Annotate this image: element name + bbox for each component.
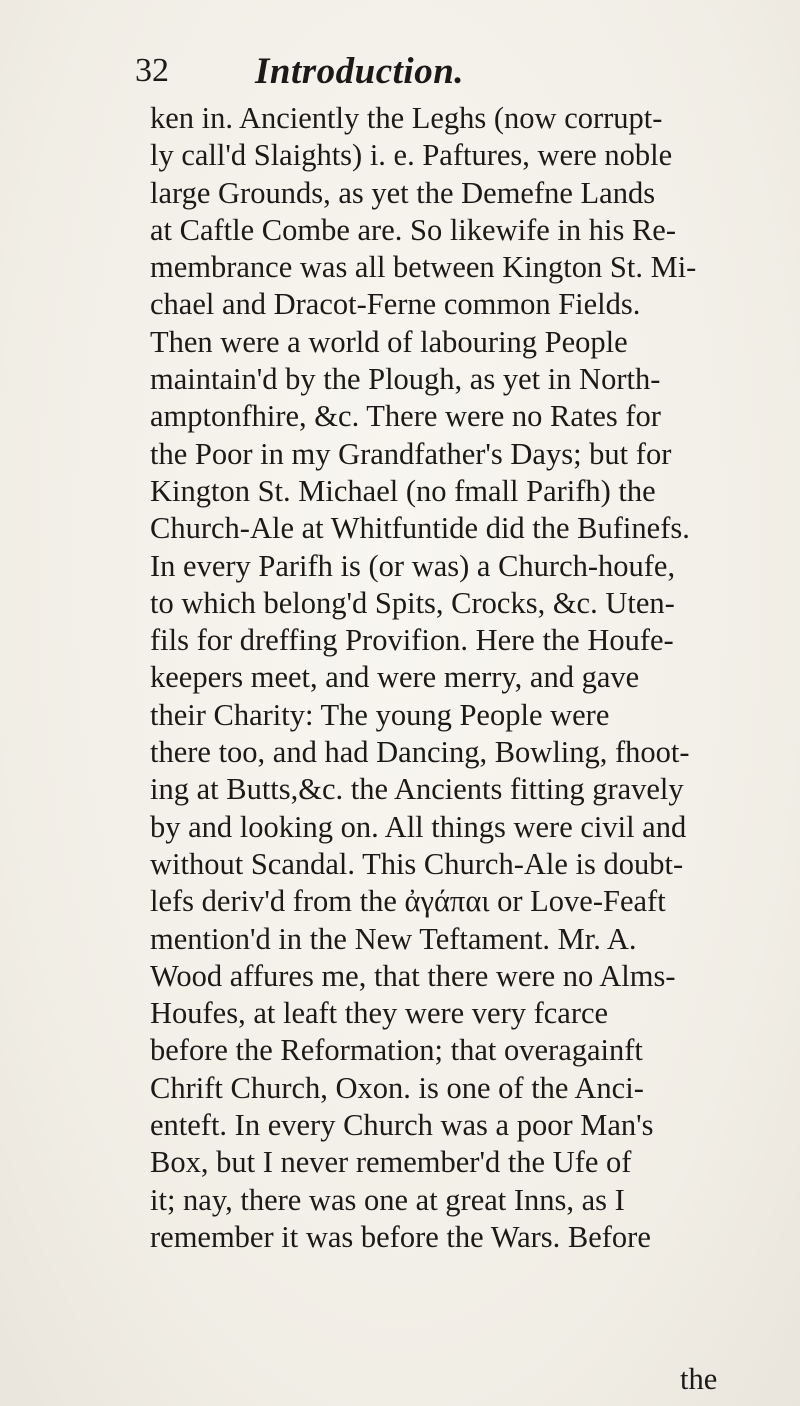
text-line: enteft. In every Church was a poor Man's (150, 1108, 654, 1143)
text-line: Then were a world of labouring People (150, 324, 628, 359)
text-line: fils for dreffing Provifion. Here the Houfe- (150, 623, 674, 658)
text-line: membrance was all between Kington St. Mi- (150, 250, 697, 285)
body-text (150, 100, 780, 1256)
text-line: it; nay, there was one at great Inns, as I (150, 1182, 625, 1217)
text-line: their Charity: The young People were (150, 697, 610, 732)
text-line: Houfes, at leaft they were very fcarce (150, 996, 609, 1031)
text-line: remember it was before the Wars. Before (150, 1219, 651, 1254)
text-line: In every Parifh is (or was) a Church-houfe, (150, 548, 676, 583)
text-line: Chrift Church, Oxon. is one of the Anci- (150, 1070, 644, 1105)
page-number: 32 (135, 52, 169, 89)
text-line: chael and Dracot-Ferne common Fields. (150, 287, 641, 322)
text-line: at Caftle Combe are. So likewife in his Re- (150, 212, 676, 247)
text-line: lefs deriv'd from the ἀγάπαι or Love-Feaft (150, 884, 666, 919)
text-line: large Grounds, as yet the Demefne Lands (150, 175, 656, 210)
text-line: mention'd in the New Teftament. Mr. A. (150, 921, 637, 956)
text-line: Box, but I never remember'd the Ufe of (150, 1145, 632, 1180)
text-line: maintain'd by the Plough, as yet in North- (150, 362, 661, 397)
text-line: without Scandal. This Church-Ale is doubt- (150, 846, 684, 881)
text-line: Church-Ale at Whitfuntide did the Bufinefs. (150, 511, 690, 546)
text-line: by and looking on. All things were civil and (150, 809, 687, 844)
text-line: keepers meet, and were merry, and gave (150, 660, 640, 695)
text-line: Wood affures me, that there were no Alms- (150, 958, 676, 993)
catchword: the (680, 1362, 718, 1396)
text-line: ken in. Anciently the Leghs (now corrupt- (150, 101, 663, 135)
page-header (0, 52, 800, 96)
text-line: before the Reformation; that overagainft (150, 1033, 643, 1068)
text-line: there too, and had Dancing, Bowling, fhoot- (150, 735, 690, 770)
text-line: Kington St. Michael (no fmall Parifh) the (150, 473, 656, 508)
text-line: to which belong'd Spits, Crocks, &c. Uten- (150, 585, 675, 620)
text-line: the Poor in my Grandfather's Days; but for (150, 436, 672, 471)
text-line: ing at Butts,&c. the Ancients fitting gravely (150, 772, 684, 807)
running-head: Introduction. (255, 51, 465, 92)
text-line: ly call'd Slaights) i. e. Paftures, were noble (150, 138, 673, 173)
text-line: amptonfhire, &c. There were no Rates for (150, 399, 661, 434)
